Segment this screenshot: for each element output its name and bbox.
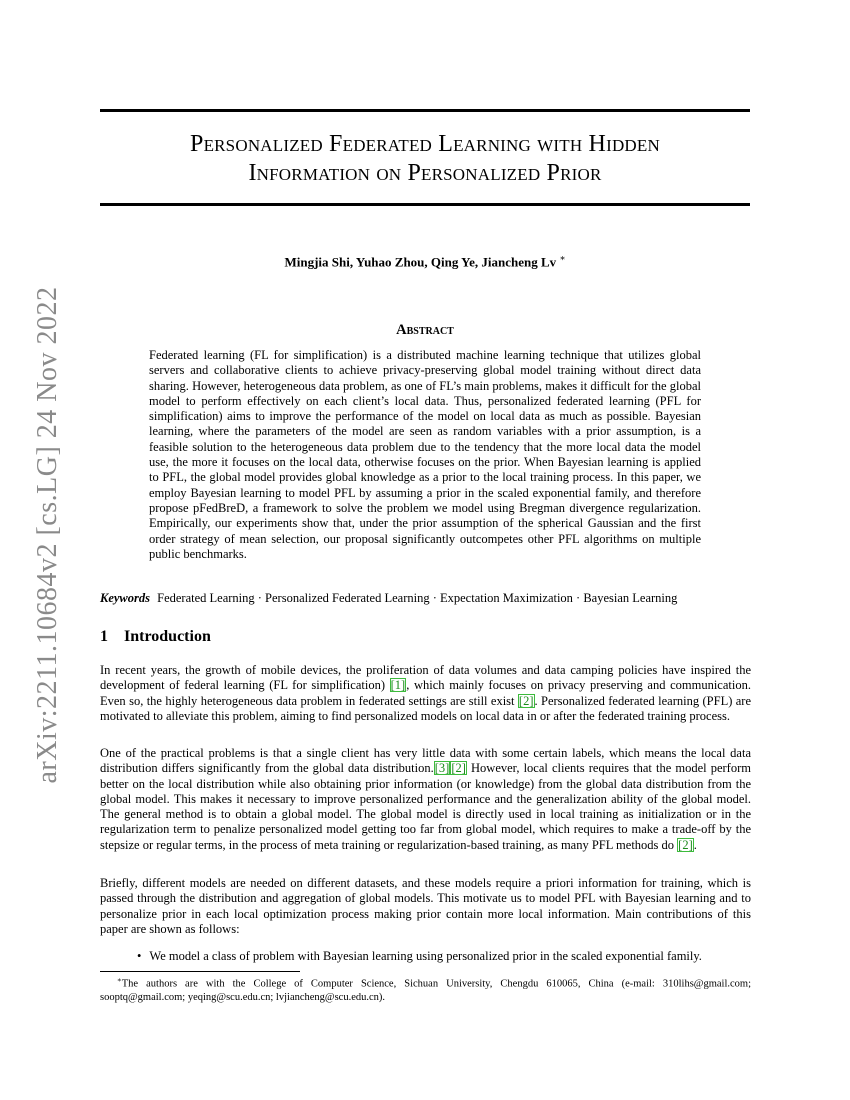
- citation-link[interactable]: [2]: [518, 693, 534, 708]
- paragraph-text: However, local clients requires that the model perform better on the local distribution while also obtaining prior information (or knowledge) from the global data distribution from the global model. This makes it necessary to improve personalized performance and the generalization ability of the global model. The general method is to obtain a global model. The global model is directly used in local training as initialization or in the regularization term to penalize personalized model getting too far from global model, which requires to make a trade-off by the stepsize or regular terms, in the process of meta training or regularization-based training, as many PFL methods do: [100, 761, 751, 852]
- citation-link[interactable]: [2]: [451, 761, 466, 776]
- abstract-text: Federated learning (FL for simplification) is a distributed machine learning technique that utilizes global servers and collaborative clients to achieve privacy-preserving global model training without direct data sharing. However, heterogeneous data problem, as one of FL’s main problems, makes it difficult for the global model to perform effectively on each client’s local data. Thus, personalized federated learning (PFL for simplification) aims to improve the performance of the model on local data as much as possible. Bayesian learning, where the parameters of the model are seen as random variables with a prior assumption, is a feasible solution to the heterogeneous data problem due to the tendency that the more local data the model use, the more it focuses on the local data, otherwise focuses on the prior. When Bayesian learning is applied to PFL, the global model provides global knowledge as a prior to the local training process. In this paper, we employ Bayesian learning to model PFL by assuming a prior in the scaled exponential family, and therefore propose pFedBreD, a framework to solve the problem we model using Bregman divergence regularization. Empirically, our experiments show that, under the prior assumption of the spherical Gaussian and the first order strategy of mean selection, our proposal significantly outcompetes other PFL algorithms on multiple public benchmarks.: [149, 348, 701, 561]
- keywords-label: Keywords: [100, 591, 150, 605]
- author-footnote-mark[interactable]: ∗: [559, 253, 566, 263]
- title-top-rule: [100, 109, 750, 112]
- paper-title: [100, 130, 750, 188]
- paragraph-text: .: [693, 837, 697, 852]
- citation-link[interactable]: [3]: [434, 761, 450, 776]
- section-heading-introduction: [100, 628, 211, 646]
- citation-link[interactable]: [2]: [678, 837, 693, 852]
- footnote-mark: ∗: [117, 976, 122, 984]
- intro-paragraph-2: [100, 746, 751, 853]
- paragraph-text: , which mainly focuses on privacy preserving and communication. Even so, the highly heterogeneous data problem in federated settings are still exist: [100, 678, 751, 708]
- author-names: Mingjia Shi, Yuhao Zhou, Qing Ye, Jiancheng Lv: [284, 254, 557, 270]
- citation-link[interactable]: [1]: [390, 678, 406, 693]
- bullet-icon: •: [137, 949, 142, 963]
- contribution-list-item: [137, 949, 751, 964]
- author-list: [100, 253, 750, 270]
- paper-title-line-2: Information on Personalized Prior: [248, 160, 602, 186]
- keywords-line: [100, 591, 750, 606]
- title-bottom-rule: [100, 203, 750, 206]
- abstract-heading: Abstract: [396, 322, 454, 338]
- paragraph-text: . Personalized federated learning (PFL) are motivated to alleviate this problem, aiming to find personalized models on local data in or after the federated training process.: [100, 693, 752, 723]
- intro-paragraph-1: [100, 663, 751, 724]
- intro-paragraph-3: Briefly, different models are needed on different datasets, and these models require a priori information for training, which is passed through the distribution and aggregation of global models. This motivate us to model PFL with Bayesian learning and to personalize prior in each local optimization process making prior contain more local information. Main contributions of this paper are shown as follows:: [100, 876, 751, 936]
- section-number: 1: [100, 628, 108, 645]
- footnote-text: The authors are with the College of Computer Science, Sichuan University, Chengdu 610065, China (e-mail: 310lihs@gmail.com; sooptq@gmail.com; yeqing@scu.edu.cn; lvjiancheng@scu.edu.cn).: [100, 978, 751, 1004]
- contribution-text: We model a class of problem with Bayesian learning using personalized prior in the scaled exponential family.: [149, 949, 702, 963]
- section-title: Introduction: [124, 628, 211, 645]
- keywords-text: Federated Learning · Personalized Federated Learning · Expectation Maximization · Bayesian Learning: [157, 591, 678, 605]
- footnote-rule: [100, 971, 300, 972]
- paragraph-text: One of the practical problems is that a single client has very little data with some certain labels, which means the local data distribution differs significantly from the global data distribution.: [100, 746, 751, 776]
- paper-title-line-1: Personalized Federated Learning with Hidden: [190, 131, 660, 157]
- arxiv-identifier-stamp: arXiv:2211.10684v2 [cs.LG] 24 Nov 2022: [32, 286, 63, 784]
- author-footnote: [100, 974, 751, 1005]
- paragraph-text: In recent years, the growth of mobile devices, the proliferation of data volumes and data camping policies have inspired the development of federal learning (FL for simplification): [100, 663, 751, 693]
